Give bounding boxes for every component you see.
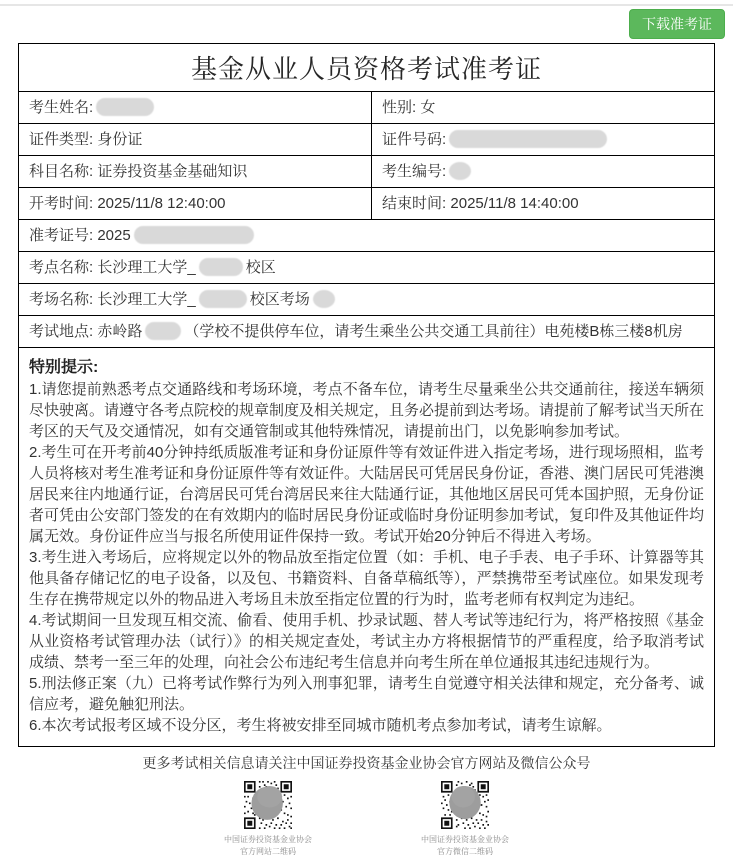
id-number-label: 证件号码:	[382, 131, 447, 148]
site-name-suffix: 校区	[245, 259, 276, 276]
qr-caption-website	[224, 834, 312, 858]
field-end-time: 结束时间: 2025/11/8 14:40:00	[382, 195, 579, 212]
qr-wechat-label: 官方微信二维码	[437, 847, 493, 856]
room-name-mid: 校区考场	[249, 291, 310, 308]
field-candidate-name	[19, 92, 372, 123]
footer-info-text: 更多考试相关信息请关注中国证券投资基金业协会官方网站及微信公众号	[142, 755, 591, 771]
field-id-number	[372, 124, 714, 155]
field-id-type: 证件类型: 身份证	[19, 124, 372, 155]
field-subject: 科目名称: 证券投资基金基础知识	[19, 156, 372, 187]
room-name-prefix: 考场名称: 长沙理工大学_	[29, 291, 196, 308]
field-site-name	[19, 252, 714, 283]
qr-website-org-name: 中国证券投资基金业协会	[224, 835, 312, 844]
notice-item-3: 3.考生进入考场后，应将规定以外的物品放至指定位置（如：手机、电子手表、电子手环、计算器等其他具备存储记忆的电子设备，以及包、书籍资料、自备草稿纸等），严禁携带至考试座位。如果发现考生存在携带规定以外的物品进入考场且未放至指定位置的行为时，监考老师有权判定为违纪。	[29, 549, 704, 608]
redacted-site-name	[199, 258, 243, 276]
field-start-time: 开考时间: 2025/11/8 12:40:00	[19, 188, 372, 219]
toolbar	[0, 6, 733, 39]
redacted-candidate-no	[449, 162, 471, 180]
row-site-name	[19, 252, 714, 284]
notice-item-5: 5.刑法修正案（九）已将考试作弊行为列入刑事犯罪，请考生自觉遵守相关法律和规定，充分备考、诚信应考，避免触犯刑法。	[29, 675, 704, 713]
row-idtype-idnumber	[19, 124, 714, 156]
row-name-gender	[19, 92, 714, 124]
candidate-no-label: 考生编号:	[382, 163, 447, 180]
admission-no-label: 准考证号: 2025	[29, 227, 131, 244]
notice-item-2: 2.考生可在开考前40分钟持纸质版准考证和身份证原件等有效证件进入指定考场，进行现场照相，监考人员将核对考生准考证和身份证原件等有效证件。大陆居民可凭居民身份证，香港、澳门居民可凭港澳居民来往内地通行证，台湾居民可凭台湾居民来往大陆通行证，其他地区居民可凭本国护照，无身份证者可凭由公安部门签发的在有效期内的临时居民身份证或临时身份证明参加考试，复印件及其他证件均属无效。身份证件应当与报名所使用证件保持一致。考试开始20分钟后不得进入考场。	[29, 444, 705, 545]
row-location	[19, 316, 714, 348]
redacted-id-number	[449, 130, 607, 148]
special-notice-heading: 特别提示:	[29, 359, 99, 376]
qr-website-label: 官方网站二维码	[240, 847, 296, 856]
field-admission-no	[19, 220, 714, 251]
field-gender: 性别: 女	[382, 99, 436, 116]
special-notice-section	[19, 348, 714, 746]
qr-block-wechat	[390, 781, 540, 858]
download-ticket-button[interactable]: 下载准考证	[629, 9, 725, 39]
location-prefix: 考试地点: 赤岭路	[29, 323, 143, 340]
row-room-name	[19, 284, 714, 316]
notice-item-6: 6.本次考试报考区域不设分区，考生将被安排至同城市随机考点参加考试，请考生谅解。	[29, 717, 612, 734]
notice-item-1: 1.请您提前熟悉考点交通路线和考场环境，考点不备车位，请考生尽量乘坐公共交通前往，接送车辆须尽快驶离。请遵守各考点院校的规章制度及相关规定，且务必提前到达考场。请提前了解考试当天所在考区的天气及交通情况，如有交通管制或其他特殊情况，请提前出门，以免影响参加考试。	[29, 381, 705, 440]
redacted-room-no	[313, 290, 335, 308]
redacted-candidate-name	[96, 98, 154, 116]
qr-code-area	[0, 781, 733, 858]
qr-caption-wechat	[421, 834, 509, 858]
site-name-prefix: 考点名称: 长沙理工大学_	[29, 259, 196, 276]
redacted-room-campus	[199, 290, 247, 308]
redacted-admission-no	[134, 226, 254, 244]
redacted-street-no	[145, 322, 181, 340]
row-subject-candidateno	[19, 156, 714, 188]
notice-item-4: 4.考试期间一旦发现互相交流、偷看、使用手机、抄录试题、替人考试等违纪行为，将严格按照《基金从业资格考试管理办法（试行）》的相关规定查处，考试主办方将根据情节的严重程度，给予取消考试成绩、禁考一至三年的处理，向社会公布违纪考生信息并向考生所在单位通报其违纪违规行为。	[29, 612, 704, 671]
qr-wechat-org-name: 中国证券投资基金业协会	[421, 835, 509, 844]
qr-code-wechat-icon	[441, 781, 489, 829]
row-admission-no	[19, 220, 714, 252]
qr-block-website	[193, 781, 343, 858]
field-location	[19, 316, 714, 347]
field-candidate-no	[372, 156, 714, 187]
ticket-title: 基金从业人员资格考试准考证	[19, 44, 714, 92]
row-times	[19, 188, 714, 220]
admission-ticket-card	[18, 43, 715, 747]
qr-code-website-icon	[244, 781, 292, 829]
field-room-name	[19, 284, 714, 315]
candidate-name-label: 考生姓名:	[29, 99, 94, 116]
location-suffix: （学校不提供停车位，请考生乘坐公共交通工具前往）电苑楼B栋三楼8机房	[184, 323, 683, 340]
